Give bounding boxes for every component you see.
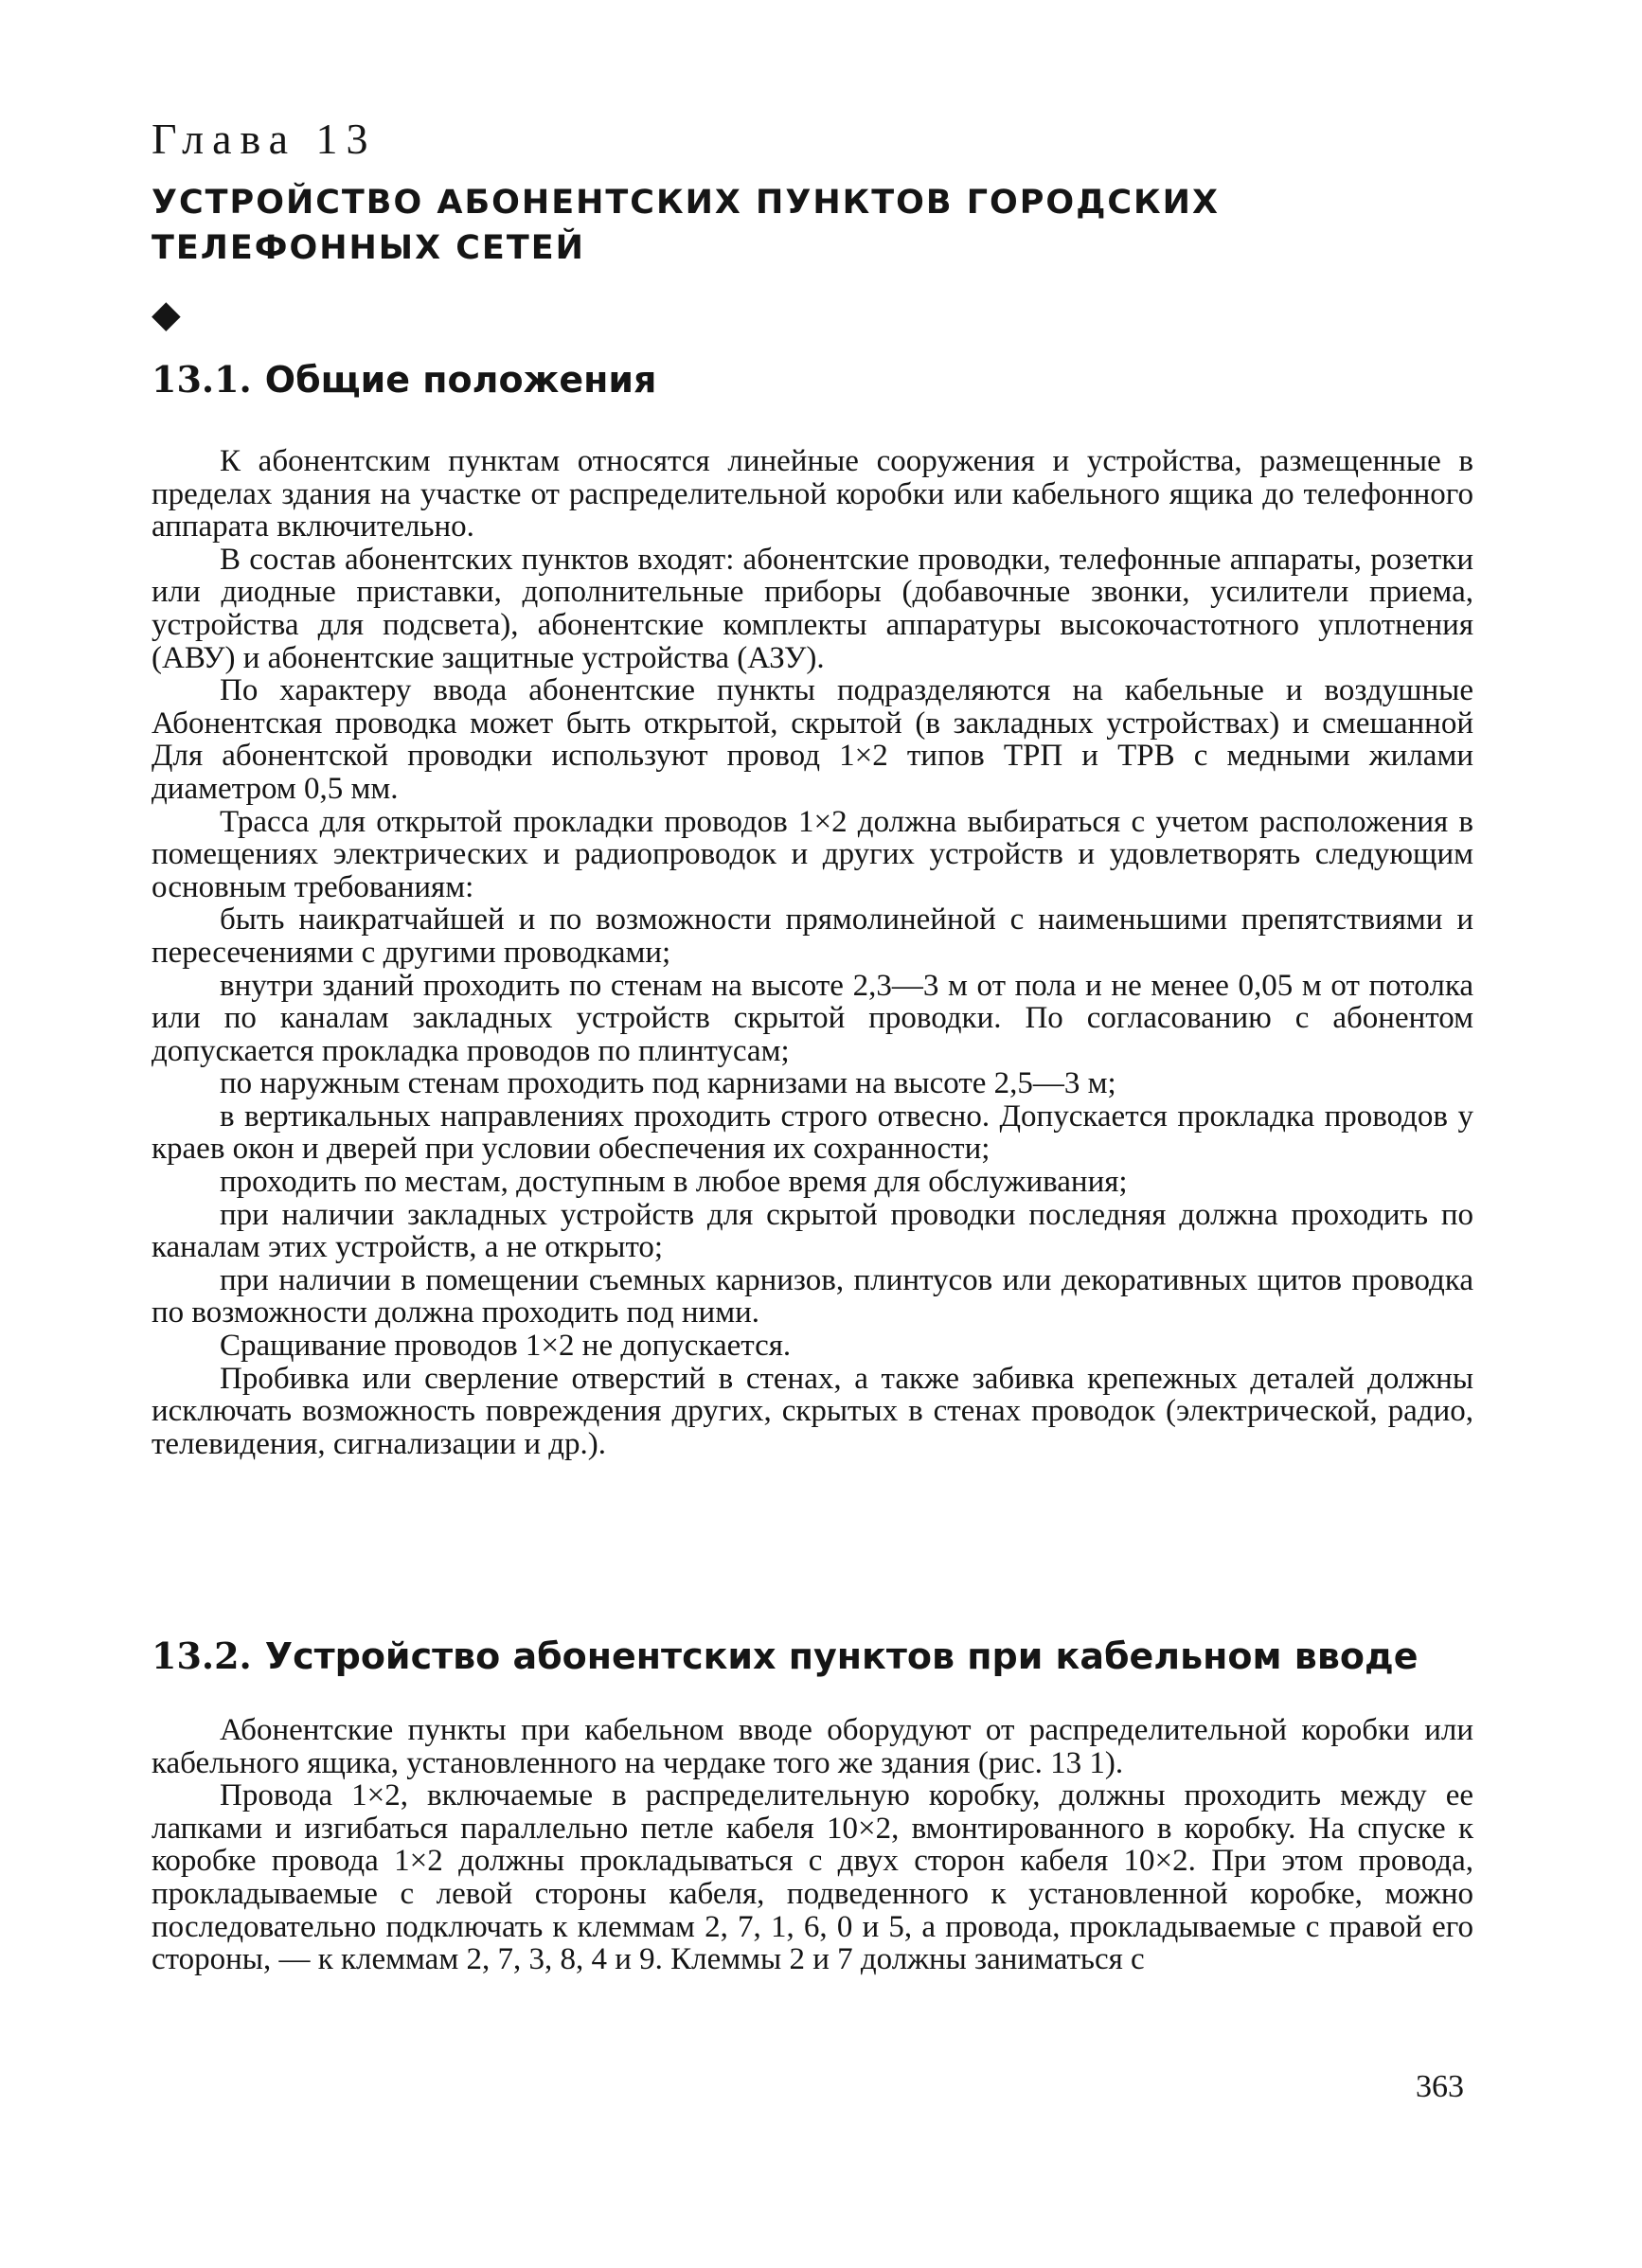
list-item: внутри зданий проходить по стенам на высоте 2,3—3 м от пола и не менее 0,05 м от потолка или по каналам закладных устройств скрытой проводки. По согласованию с абонентом допускается прокладка проводов по плинтусам; [152,968,1473,1068]
diamond-icon: ◆ [152,293,181,336]
section-number: 13.2. [152,1634,252,1677]
section-13-2-body [152,1714,1473,1976]
paragraph: Абонентские пункты при кабельном вводе оборудуют от распределительной коробки или кабельного ящика, установленного на чердаке того же здания (рис. 13 1). [152,1713,1473,1780]
section-title: Общие положения [264,359,657,401]
paragraph: В состав абонентских пунктов входят: абонентские проводки, телефонные аппараты, розетки или диодные приставки, дополнительные приборы (добавочные звонки, усилители приема, устройства для подсвета), абонентские комплекты аппаратуры высокочастотного уплотнения (АВУ) и абонентские защитные устройства (АЗУ). [152,542,1473,675]
list-item: в вертикальных направлениях проходить строго отвесно. Допускается прокладка проводов у краев окон и дверей при условии обеспечения их сохранности; [152,1098,1473,1167]
section-heading-13-1 [152,358,656,401]
list-item: при наличии в помещении съемных карнизов, плинтусов или декоративных щитов проводка по возможности должна проходить под ними. [152,1262,1473,1330]
paragraph: Пробивка или сверление отверстий в стенах, а также забивка крепежных деталей должны исключать возможность повреждения других, скрытых в стенах проводок (электрической, радио, телевидения, сигнализации и др.). [152,1361,1473,1461]
list-item: быть наикратчайшей и по возможности прямолинейной с наименьшими препятствиями и пересечениями с другими проводками; [152,902,1473,970]
paragraph: Сращивание проводов 1×2 не допускается. [220,1329,792,1364]
section-number: 13.1. [152,358,252,401]
section-title: Устройство абонентских пунктов при кабельном вводе [264,1635,1419,1677]
list-item: при наличии закладных устройств для скрытой проводки последняя должна проходить по каналам этих устройств, а не открыто; [152,1197,1473,1265]
paragraph: По характеру ввода абонентские пункты подразделяются на кабельные и воздушные Абонентская проводка может быть открытой, скрытой (в закладных устройствах) и смешанной Для абонентской проводки используют провод 1×2 типов ТРП и ТРВ с медными жилами диаметром 0,5 мм. [152,673,1473,806]
paragraph: К абонентским пунктам относятся линейные сооружения и устройства, размещенные в пределах здания на участке от распределительной коробки или кабельного ящика до телефонного аппарата включительно. [152,444,1473,545]
page-number: 363 [1416,2069,1464,2104]
list-item: проходить по местам, доступным в любое время для обслуживания; [220,1165,1128,1200]
chapter-title: УСТРОЙСТВО АБОНЕНТСКИХ ПУНКТОВ ГОРОДСКИХ ТЕЛЕФОННЫХ СЕТЕЙ [152,184,1220,267]
section-heading-13-2 [152,1634,1418,1677]
paragraph: Провода 1×2, включаемые в распределительную коробку, должны проходить между ее лапками и изгибаться параллельно петле кабеля 10×2, вмонтированного в коробку. На спуске к коробке провода 1×2 должны прокладываться с двух сторон кабеля 10×2. При этом провода, прокладываемые с левой стороны кабеля, подведенного к установленной коробке, можно последовательно подключать к клеммам 2, 7, 1, 6, 0 и 5, а провода, прокладываемые с правой его стороны, — к клеммам 2, 7, 3, 8, 4 и 9. Клеммы 2 и 7 должны заниматься с [152,1778,1473,1977]
paragraph: Трасса для открытой прокладки проводов 1×2 должна выбираться с учетом расположения в помещениях электрических и радиопроводок и других устройств и удовлетворять следующим основным требованиям: [152,804,1473,904]
chapter-label: Глава 13 [152,115,377,163]
list-item: по наружным стенам проходить под карнизами на высоте 2,5—3 м; [220,1066,1116,1101]
section-13-1-body [152,445,1473,1460]
